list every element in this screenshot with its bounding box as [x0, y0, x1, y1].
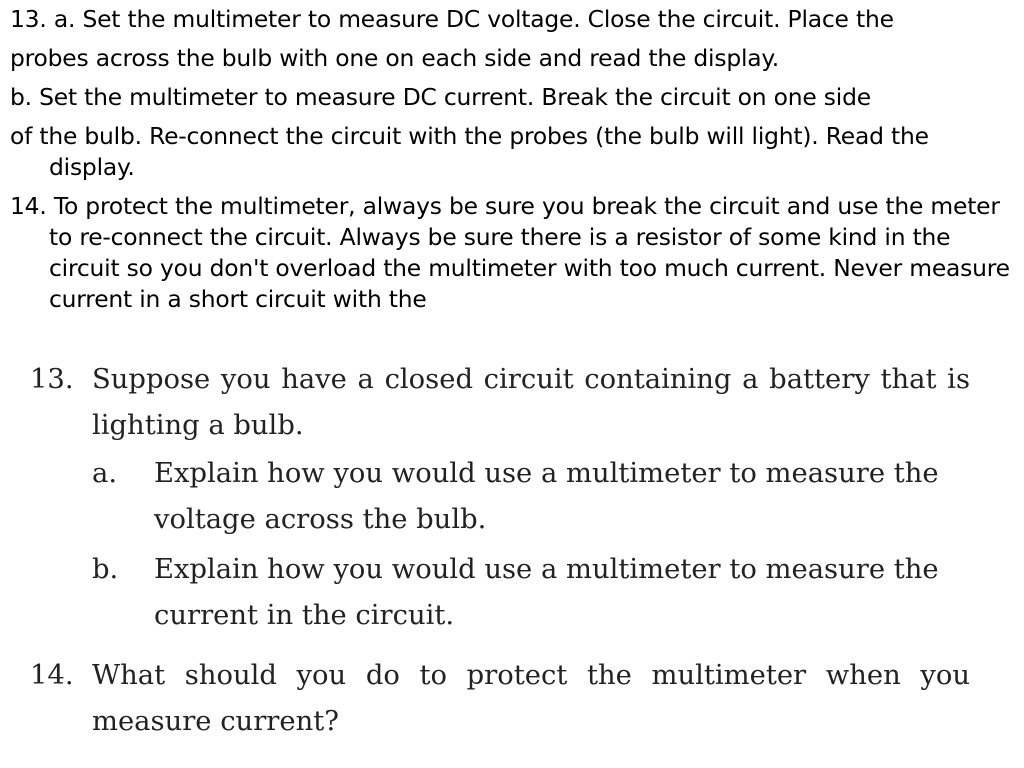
part-b-text: Explain how you would use a multimeter to measure the current in the circuit. [154, 554, 939, 631]
part-a-text: Explain how you would use a multimeter to measure the voltage across the bulb. [154, 458, 939, 535]
question-image-block [30, 357, 970, 745]
question-14 [30, 653, 970, 745]
answer-13b-line2: of the bulb. Re-connect the circuit with the probes (the bulb will light). Read the display. [10, 122, 929, 181]
question-13-part-b [92, 547, 970, 639]
question-14-number: 14. [30, 660, 74, 691]
question-13-text: Suppose you have a closed circuit containing a battery that is lighting a bulb. [92, 364, 970, 441]
question-14-text: What should you do to protect the multimeter when you measure current? [92, 660, 970, 737]
answer-14: 14. To protect the multimeter, always be sure you break the circuit and use the meter to re-connect the circuit. Always be sure there is a resistor of some kind in the circuit so you don't overload the multimeter with too much current. Never measure current in a short circuit with the [10, 192, 1010, 313]
question-13 [30, 357, 970, 639]
question-13-part-a [92, 451, 970, 543]
answer-text-block [10, 4, 1010, 352]
answer-13a-line1: 13. a. Set the multimeter to measure DC voltage. Close the circuit. Place the [10, 5, 894, 33]
answer-13a-line2: probes across the bulb with one on each side and read the display. [10, 44, 779, 72]
question-13-number: 13. [30, 364, 74, 395]
part-a-label: a. [92, 458, 118, 489]
answer-13b-line1: b. Set the multimeter to measure DC current. Break the circuit on one side [10, 83, 871, 111]
question-13-parts [92, 451, 970, 639]
part-b-label: b. [92, 554, 119, 585]
